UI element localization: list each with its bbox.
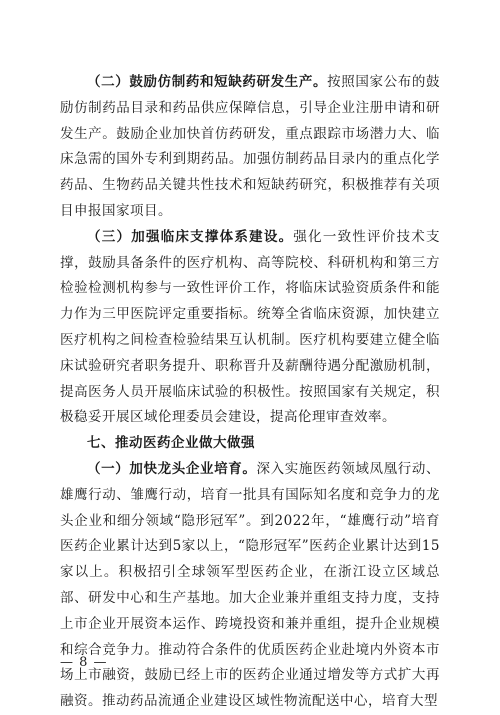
document-page [60, 70, 440, 715]
page-number: — 8 — [60, 655, 108, 670]
paragraph-body: 按照国家公布的鼓励仿制药品目录和药品供应保障信息，引导企业注册申请和研发生产。鼓励企业加快首仿药研发，重点跟踪市场潜力大、临床急需的国外专利到期药品。加强仿制药品目录内的重点化学药品、生物药品关键共性技术和短缺药研究，积极推荐有关项目申报国家项目。 [60, 74, 440, 219]
section-heading: 七、推动医药企业做大做强 [87, 435, 255, 452]
paragraph-leading-enterprises [60, 457, 440, 715]
paragraph-lead: （二）鼓励仿制药和短缺药研发生产。 [87, 74, 328, 90]
paragraph-clinical-support [60, 225, 440, 431]
paragraph-generic-drugs [60, 70, 440, 225]
paragraph-body: 深入实施医药领域凤凰行动、雄鹰行动、雏鹰行动，培育一批具有国际知名度和竞争力的龙头企业和细分领域“隐形冠军”。到2022年，“雄鹰行动”培育医药企业累计达到5家以上，“隐形冠军”医药企业累计达到15家以上。积极招引全球领军型医药企业，在浙江设立区域总部、研发中心和生产基地。加大企业兼并重组支持力度，支持上市企业开展资本运作、跨境投资和兼并重组，提升企业规模和综合竞争力。推动符合条件的优质医药企业赴境内外资本市场上市融资，鼓励已经上市的医药企业通过增发等方式扩大再融资。推动药品流通企业建设区域性物流配送中心，培育大型 [60, 460, 440, 710]
paragraph-lead: （一）加快龙头企业培育。 [87, 460, 257, 477]
paragraph-body: 强化一致性评价技术支撑，鼓励具备条件的医疗机构、高等院校、科研机构和第三方检验检测机构参与一致性评价工作，将临床试验资质条件和能力作为三甲医院评定重要指标。统筹全省临床资源，加快建立医疗机构之间检查检验结果互认机制。医疗机构要建立健全临床试验研究者职务提升、职称晋升及薪酬待遇分配激励机制，提高医务人员开展临床试验的积极性。按照国家有关规定，积极稳妥开展区域伦理委员会建设，提高伦理审查效率。 [60, 228, 441, 426]
paragraph-lead: （三）加强临床支撑体系建设。 [87, 228, 294, 245]
